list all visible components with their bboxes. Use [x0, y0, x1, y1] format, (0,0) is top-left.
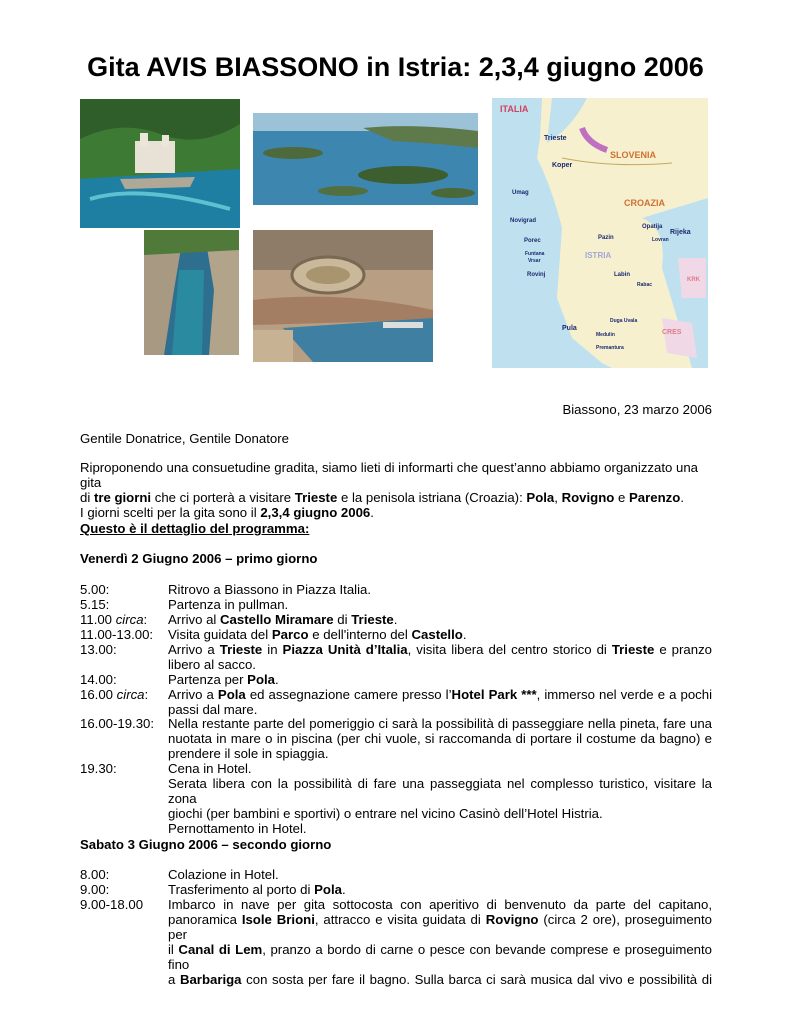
svg-text:Labin: Labin — [614, 272, 630, 278]
svg-text:Pula: Pula — [562, 325, 577, 332]
day2-heading: Sabato 3 Giugno 2006 – secondo giorno — [80, 837, 332, 852]
svg-text:Novigrad: Novigrad — [510, 218, 537, 224]
day1-heading: Venerdì 2 Giugno 2006 – primo giorno — [80, 551, 318, 566]
svg-text:Trieste: Trieste — [544, 135, 567, 142]
cliffs-photo — [144, 230, 239, 355]
svg-text:Pazin: Pazin — [598, 235, 614, 241]
svg-text:CRES: CRES — [662, 329, 682, 336]
islands-aerial-photo — [253, 113, 478, 205]
svg-text:Koper: Koper — [552, 162, 573, 169]
pula-arena-photo — [253, 230, 433, 362]
istria-map — [492, 98, 708, 368]
svg-text:Rovinj: Rovinj — [527, 272, 546, 278]
svg-text:Porec: Porec — [524, 238, 541, 244]
greeting: Gentile Donatrice, Gentile Donatore — [80, 431, 289, 446]
date-line: Biassono, 23 marzo 2006 — [562, 402, 712, 417]
svg-text:CROAZIA: CROAZIA — [624, 198, 665, 208]
intro-paragraph: Riproponendo una consuetudine gradita, siamo lieti di informarti che quest’anno abbiamo organizzato una gita di tre giorni che ci porterà a visitare Trieste e la penisola istriana (Croazia): Pola, Rovigno e Parenzo. I giorni scelti per la gita sono il 2,3,4 giugno 2006. — [80, 460, 699, 520]
svg-text:ISTRIA: ISTRIA — [585, 251, 612, 260]
svg-text:Duga Uvala: Duga Uvala — [610, 318, 638, 324]
svg-text:SLOVENIA: SLOVENIA — [610, 150, 657, 160]
program-heading: Questo è il dettaglio del programma: — [80, 521, 310, 536]
svg-text:KRK: KRK — [687, 277, 700, 283]
svg-text:Opatija: Opatija — [642, 224, 663, 230]
svg-text:Lovran: Lovran — [652, 237, 669, 243]
svg-text:Medulin: Medulin — [596, 332, 615, 338]
svg-text:Rabac: Rabac — [637, 282, 653, 288]
svg-text:Premantura: Premantura — [596, 345, 624, 351]
miramare-castle-photo — [80, 99, 240, 228]
page-title: Gita AVIS BIASSONO in Istria: 2,3,4 giugno 2006 — [87, 52, 704, 82]
svg-text:ITALIA: ITALIA — [500, 104, 529, 114]
svg-text:Vrsar: Vrsar — [528, 258, 541, 264]
svg-text:Rijeka: Rijeka — [670, 229, 691, 236]
svg-text:Umag: Umag — [512, 190, 529, 196]
svg-text:Funtana: Funtana — [525, 251, 545, 257]
